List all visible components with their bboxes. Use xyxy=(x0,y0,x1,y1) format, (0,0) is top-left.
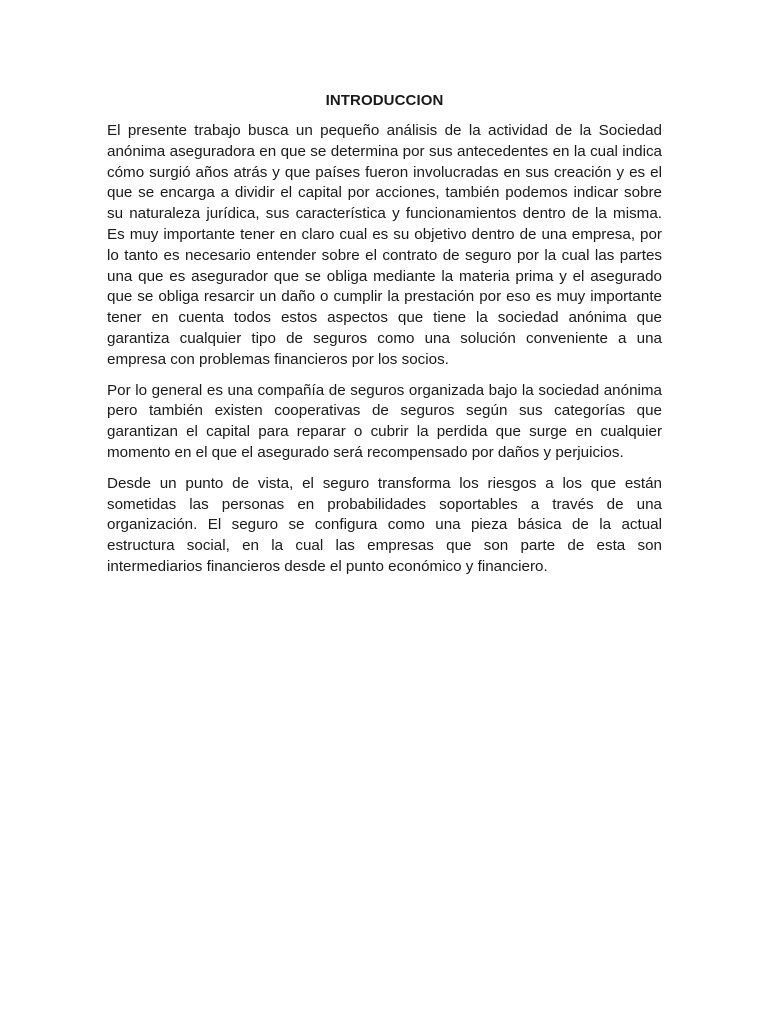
paragraph-3: Desde un punto de vista, el seguro transforma los riesgos a los que están sometidas las personas en probabilidades soportables a través de una organización. El seguro se configura como una pieza básica de la actual estructura social, en la cual las empresas que son parte de esta son intermediarios financieros desde el punto económico y financiero. xyxy=(107,474,662,575)
document-body xyxy=(107,90,662,588)
paragraph-2: Por lo general es una compañía de seguros organizada bajo la sociedad anónima pero también existen cooperativas de seguros según sus categorías que garantizan el capital para reparar o cubrir la perdida que surge en cualquier momento en el que el asegurado será recompensado por daños y perjuicios. xyxy=(107,381,662,461)
page-title: INTRODUCCION xyxy=(325,92,444,109)
paragraph-1: El presente trabajo busca un pequeño análisis de la actividad de la Sociedad anónima aseguradora en que se determina por sus antecedentes en la cual indica cómo surgió años atrás y que países fueron involucradas en sus creación y es el que se encarga a dividir el capital por acciones, también podemos indicar sobre su naturaleza jurídica, sus característica y funcionamientos dentro de la misma. Es muy importante tener en claro cual es su objetivo dentro de una empresa, por lo tanto es necesario entender sobre el contrato de seguro por la cual las partes una que es asegurador que se obliga mediante la materia prima y el asegurado que se obliga resarcir un daño o cumplir la prestación por eso es muy importante tener en cuenta todos estos aspectos que tiene la sociedad anónima que garantiza cualquier tipo de seguros como una solución conveniente a una empresa con problemas financieros por los socios. xyxy=(107,122,662,368)
